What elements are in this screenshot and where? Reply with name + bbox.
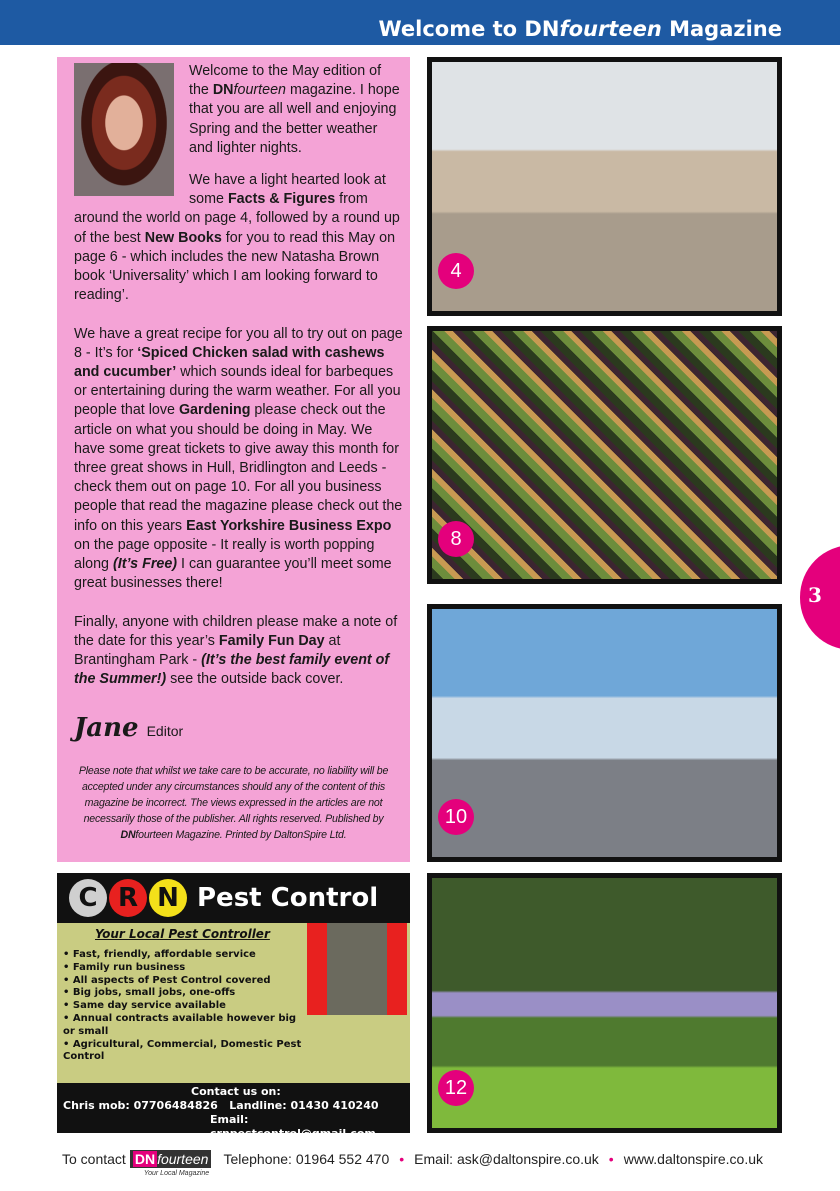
ad-contact	[57, 1085, 410, 1141]
list-item: • All aspects of Pest Control covered	[63, 974, 271, 986]
text-run: Facts & Figures	[227, 191, 336, 208]
mobile: Chris mob: 07706484826	[63, 1099, 218, 1112]
separator: •	[399, 1151, 405, 1167]
list-item: • Big jobs, small jobs, one-offs	[63, 987, 236, 999]
page-badge: 12	[438, 1070, 474, 1106]
text-run: at Brantingham Park -	[74, 632, 341, 669]
disclaimer	[67, 763, 400, 843]
list-item: • Same day service available	[63, 1000, 226, 1012]
text-run: please check out the article on what you should be doing in May. We have some great tickets to give away this month for three great shows in Hull, Bridlington and Leeds - check them out on page 10. For all you business people that read the magazine please check out the info on this years	[74, 402, 403, 534]
page-number-tab: 3	[800, 545, 840, 650]
ad-subtitle: Your Local Pest Controller	[95, 927, 270, 941]
logo-letter: R	[109, 879, 147, 917]
signature: Jane	[74, 713, 139, 743]
text-run: on the page opposite - It really is worth popping along	[74, 536, 375, 573]
list-item: • Annual contracts available however big or small	[63, 1012, 297, 1037]
ad-email: Email: crnpestcontrol@gmail.com	[210, 1113, 376, 1140]
dnfourteen-logo: DN fourteen Your Local Magazine	[130, 1150, 212, 1168]
text-run: Please note that whilst we take care to be accurate, no liability will be accepted under any circumstances should any of the content of this magazine be incorrect. The views expressed in the articles are not necessarily those of the publisher. All rights reserved. Published by	[78, 765, 389, 825]
pests-collage-image	[307, 923, 407, 1015]
ad-title: Pest Control	[197, 883, 379, 913]
text-run: DN	[120, 829, 136, 841]
text-run: Welcome to the May edition of the	[189, 63, 382, 99]
text-run: We have a great recipe for you all to try out on page 8 - It’s for	[74, 325, 403, 361]
intro-paragraph-2-start	[74, 171, 404, 209]
separator: •	[608, 1151, 614, 1167]
text-run: fourteen	[233, 82, 286, 99]
logo-letter: C	[69, 879, 107, 917]
intro-paragraph-2	[74, 171, 404, 689]
intro-paragraph-2-rest	[74, 209, 404, 305]
crn-pest-control-ad	[57, 873, 410, 1140]
landline: Landline: 01430 410240	[229, 1099, 379, 1112]
text-run: ‘Spiced Chicken salad with cashews and cucumber’	[74, 344, 385, 381]
header-text-end: Magazine	[661, 17, 782, 41]
header-brand-italic: fourteen	[559, 17, 662, 41]
list-item: • Fast, friendly, affordable service	[63, 949, 256, 960]
footer-telephone: Telephone: 01964 552 470	[223, 1151, 390, 1167]
text-run: around the world on page 4, followed by a round up of the best	[74, 210, 400, 246]
text-run: (It’s Free)	[112, 556, 178, 573]
text-run: which sounds ideal for barbeques or entertaining during the warm weather. For all you people that love	[74, 364, 401, 419]
page-header	[0, 0, 840, 45]
editor-letter	[57, 57, 410, 862]
contact-heading: Contact us on:	[191, 1085, 281, 1098]
text-run: (It’s the best family event of the Summer!)	[74, 652, 390, 688]
photo-page-10[interactable]	[427, 604, 782, 862]
page-badge: 10	[438, 799, 474, 835]
editor-signature	[74, 713, 183, 743]
footer-email[interactable]: Email: ask@daltonspire.co.uk	[414, 1151, 599, 1167]
text-run: for you to read this May on page 6 - which includes the new Natasha Brown book ‘Universality’ which I am looking forward to reading’.	[74, 229, 396, 304]
photo-page-8[interactable]	[427, 326, 782, 584]
ad-services-list	[63, 949, 303, 1064]
text-run: see the outside back cover.	[166, 671, 344, 688]
footer-website[interactable]: www.daltonspire.co.uk	[623, 1151, 763, 1167]
text-run: Family Fun Day	[218, 632, 325, 649]
intro-paragraph-4	[74, 613, 404, 690]
intro-paragraph-3	[74, 325, 404, 594]
page-badge: 4	[438, 253, 474, 289]
list-item: • Agricultural, Commercial, Domestic Pest Control	[63, 1038, 302, 1063]
text-run: DN	[212, 82, 234, 99]
text-run: New Books	[144, 229, 222, 246]
text-run: We have a light hearted look at some	[189, 172, 386, 208]
header-text: Welcome to	[378, 17, 525, 41]
text-run: I can guarantee you’ll meet some great businesses there!	[74, 556, 392, 592]
footer-label: To contact	[62, 1151, 126, 1167]
list-item: • Family run business	[63, 961, 186, 973]
text-run: Finally, anyone with children please make a note of the date for this year’s	[74, 613, 398, 649]
intro-paragraph-1	[189, 62, 404, 158]
photo-page-4[interactable]	[427, 57, 782, 316]
header-brand: DN	[524, 17, 560, 41]
text-run: fourteen Magazine. Printed by DaltonSpire Ltd.	[135, 829, 347, 841]
text-run: from	[335, 191, 368, 208]
editor-role: Editor	[146, 723, 184, 739]
footer	[62, 1150, 763, 1177]
text-run: Gardening	[178, 402, 251, 419]
logo-letter: N	[149, 879, 187, 917]
page-badge: 8	[438, 521, 474, 557]
text-run: East Yorkshire Business Expo	[186, 517, 392, 534]
text-run: magazine. I hope that you are all well and enjoying Spring and the better weather and lighter nights.	[189, 82, 400, 156]
photo-page-12[interactable]	[427, 873, 782, 1133]
